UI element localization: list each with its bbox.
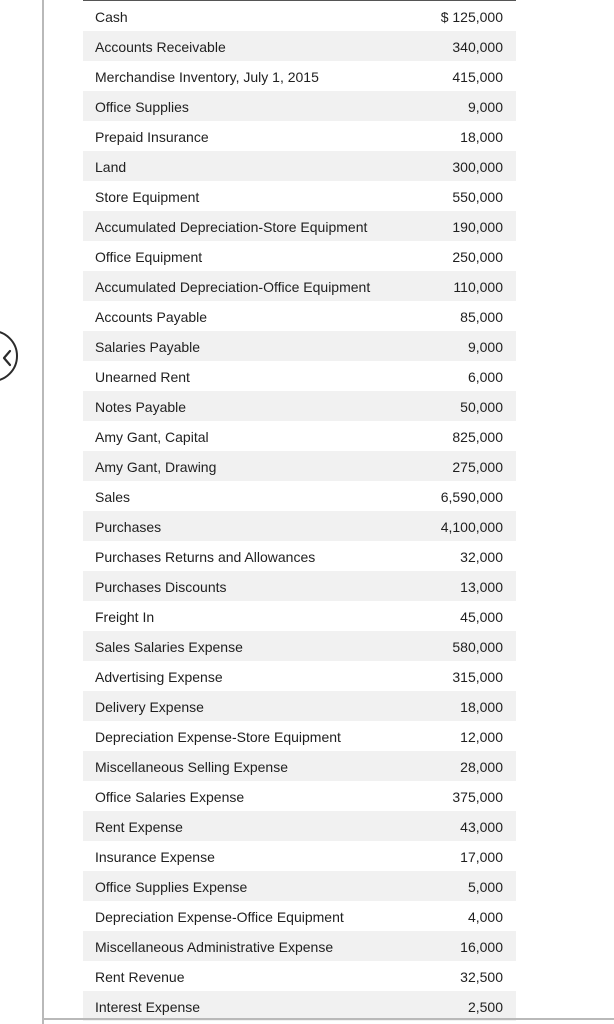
account-amount: 9,000 [467, 339, 503, 355]
account-amount: 4,000 [467, 909, 503, 925]
account-amount: 43,000 [460, 819, 503, 835]
account-name: Sales Salaries Expense [95, 639, 243, 655]
table-row [83, 601, 516, 631]
account-name: Office Salaries Expense [95, 789, 245, 805]
table-row [83, 391, 516, 421]
account-amount: 300,000 [452, 159, 503, 175]
table-row [83, 301, 516, 331]
account-amount: 190,000 [452, 219, 503, 235]
account-name: Sales [95, 489, 131, 505]
account-name: Delivery Expense [95, 699, 204, 715]
account-name: Accumulated Depreciation-Store Equipment [95, 219, 368, 235]
table-row [83, 331, 516, 361]
account-amount: 13,000 [460, 579, 503, 595]
table-row [83, 571, 516, 601]
table-row [83, 481, 516, 511]
account-name: Purchases [95, 519, 162, 535]
table-row [83, 901, 516, 931]
account-amount: 45,000 [460, 609, 503, 625]
account-amount: 18,000 [460, 129, 503, 145]
left-border [42, 0, 44, 1024]
account-name: Land [95, 159, 127, 175]
table-row [83, 661, 516, 691]
table-row [83, 751, 516, 781]
account-name: Interest Expense [95, 999, 201, 1015]
table-row [83, 61, 516, 91]
bottom-border [42, 1018, 614, 1020]
table-row [83, 31, 516, 61]
table-row [83, 541, 516, 571]
account-amount: 110,000 [453, 279, 503, 295]
table-row [83, 781, 516, 811]
table-row [83, 151, 516, 181]
account-amount: 6,590,000 [440, 489, 503, 505]
previous-button[interactable] [0, 330, 18, 382]
account-amount: 340,000 [452, 39, 503, 55]
account-amount: 5,000 [467, 879, 503, 895]
account-amount: 6,000 [467, 369, 503, 385]
account-name: Rent Expense [95, 819, 183, 835]
chevron-left-icon [1, 349, 13, 367]
table-row [83, 361, 516, 391]
account-name: Notes Payable [95, 399, 187, 415]
table-row [83, 211, 516, 241]
table-row [83, 721, 516, 751]
account-name: Purchases Returns and Allowances [95, 549, 316, 565]
account-name: Amy Gant, Drawing [95, 459, 217, 475]
account-name: Office Supplies Expense [95, 879, 248, 895]
account-amount: 275,000 [452, 459, 503, 475]
table-row [83, 931, 516, 961]
account-name: Rent Revenue [95, 969, 185, 985]
account-amount: 16,000 [460, 939, 503, 955]
account-name: Freight In [95, 609, 155, 625]
table-row [83, 91, 516, 121]
table-row [83, 631, 516, 661]
account-amount: 2,500 [467, 999, 503, 1015]
account-amount: 12,000 [460, 729, 503, 745]
account-name: Advertising Expense [95, 669, 223, 685]
table-row [83, 511, 516, 541]
table-row [83, 811, 516, 841]
table-row [83, 451, 516, 481]
table-row [83, 1, 516, 31]
account-amount: 18,000 [460, 699, 503, 715]
account-amount: 415,000 [452, 69, 503, 85]
account-name: Depreciation Expense-Store Equipment [95, 729, 341, 745]
table-row [83, 421, 516, 451]
account-name: Amy Gant, Capital [95, 429, 209, 445]
account-amount: 375,000 [452, 789, 503, 805]
table-row [83, 241, 516, 271]
account-amount: 85,000 [460, 309, 503, 325]
account-name: Accounts Receivable [95, 39, 226, 55]
account-name: Purchases Discounts [95, 579, 227, 595]
account-name: Office Supplies [95, 99, 189, 115]
table-row [83, 121, 516, 151]
table-row [83, 841, 516, 871]
account-amount: 9,000 [467, 99, 503, 115]
account-amount: 28,000 [460, 759, 503, 775]
account-name: Prepaid Insurance [95, 129, 209, 145]
account-name: Merchandise Inventory, July 1, 2015 [95, 69, 319, 85]
account-name: Miscellaneous Administrative Expense [95, 939, 334, 955]
table-row [83, 961, 516, 991]
account-name: Accounts Payable [95, 309, 208, 325]
account-name: Depreciation Expense-Office Equipment [95, 909, 344, 925]
account-name: Office Equipment [95, 249, 203, 265]
account-amount: 250,000 [452, 249, 503, 265]
trial-balance-table [83, 1, 516, 1021]
account-amount: 32,500 [460, 969, 503, 985]
account-name: Insurance Expense [95, 849, 215, 865]
account-name: Salaries Payable [95, 339, 201, 355]
account-amount: 825,000 [452, 429, 503, 445]
table-row [83, 691, 516, 721]
table-row [83, 871, 516, 901]
account-name: Unearned Rent [95, 369, 190, 385]
account-amount: 4,100,000 [440, 519, 503, 535]
table-row [83, 181, 516, 211]
account-amount: 32,000 [460, 549, 503, 565]
account-name: Miscellaneous Selling Expense [95, 759, 288, 775]
account-name: Cash [95, 9, 128, 25]
account-name: Accumulated Depreciation-Office Equipment [95, 279, 371, 295]
account-amount: 315,000 [452, 669, 503, 685]
table-row [83, 991, 516, 1021]
table-row [83, 271, 516, 301]
account-amount: 17,000 [460, 849, 503, 865]
account-name: Store Equipment [95, 189, 200, 205]
account-amount: $ 125,000 [440, 9, 503, 25]
account-amount: 580,000 [452, 639, 503, 655]
account-amount: 550,000 [452, 189, 503, 205]
account-amount: 50,000 [460, 399, 503, 415]
